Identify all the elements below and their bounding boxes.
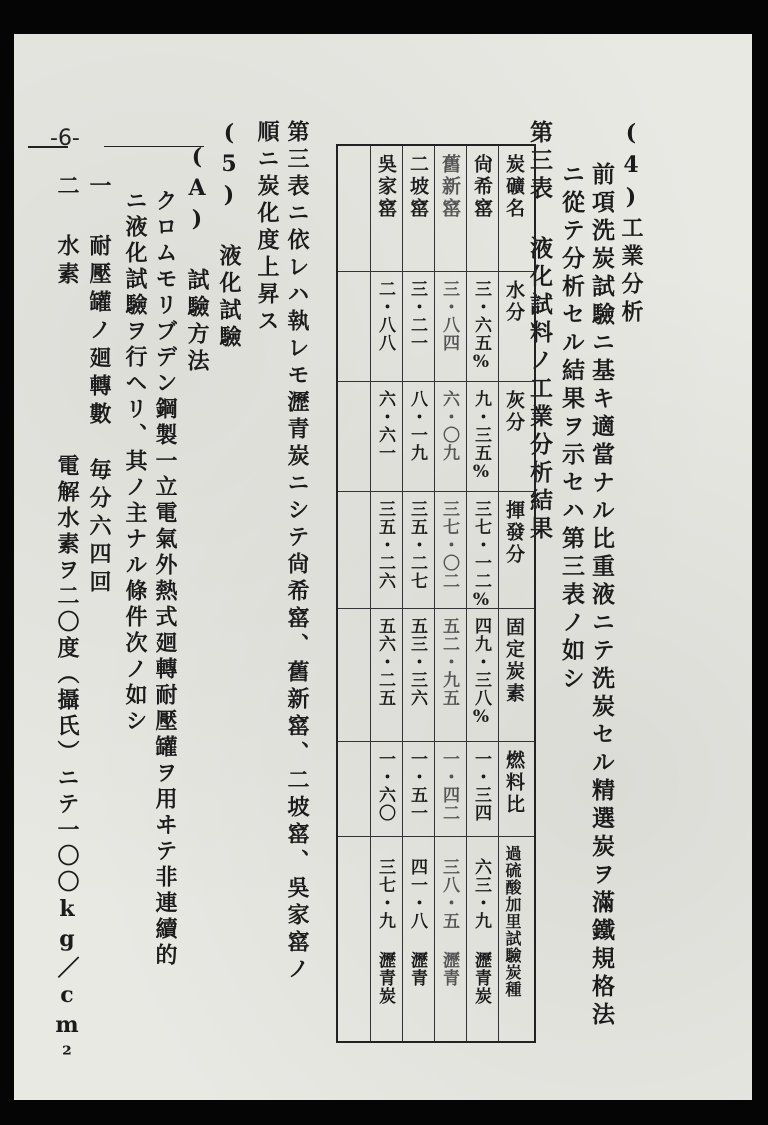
section-5-heading: (5) 液化試驗 — [216, 120, 242, 352]
table-cell: 九・三五% — [471, 390, 491, 483]
table-cell: 五三・三六 — [407, 617, 427, 707]
table-cell: 六・〇九 — [439, 390, 459, 462]
header-fixed-carbon: 固定炭素 — [503, 617, 525, 705]
condition-2-value: 電解水素ヲ二〇度（攝氏）ニテ一〇〇kg／cm² — [54, 454, 80, 1072]
document-page — [14, 34, 752, 1100]
table-cell: 六三・九 瀝青炭 — [471, 858, 491, 1005]
table-cell: 三七・九 瀝青炭 — [375, 858, 395, 1005]
table-cell: 三・二一 — [407, 280, 427, 352]
table-cell: 三五・二七 — [407, 500, 427, 590]
section-4-line-2: ニ從テ分析セル結果ヲ示セハ第三表ノ如シ — [558, 162, 585, 694]
table-cell: 一・六〇 — [375, 750, 395, 822]
table-cell: 四一・八 瀝青 — [407, 858, 427, 987]
table-cell: 四九・三八% — [471, 617, 491, 728]
table-cell: 三・六五% — [471, 280, 491, 373]
header-coal-name: 炭礦名 — [503, 154, 525, 220]
condition-1: 一 耐壓罐ノ廻轉數 毎分六四回 — [86, 174, 112, 598]
table-cell: 八・一九 — [407, 390, 427, 462]
table-cell: 吳家窰 — [375, 154, 397, 220]
sub-a-line-1: クロムモリブデン鋼製一立電氣外熱式廻轉耐壓罐ヲ用ヰテ非連續的 — [152, 189, 178, 969]
table-cell: 三七・〇二 — [439, 500, 459, 590]
table-cell: 一・五一 — [407, 750, 427, 822]
table-cell: 一・四二 — [439, 750, 459, 822]
header-fuel-ratio: 燃料比 — [503, 750, 525, 816]
table-cell: 五六・二五 — [375, 617, 395, 707]
table-title: 第三表 液化試料ノ工業分析結果 — [526, 120, 553, 544]
header-volatile: 揮發分 — [503, 500, 525, 566]
section-5-line-2: 順ニ炭化度上昇ス — [254, 120, 280, 336]
section-4-heading: (4)工業分析 — [618, 120, 644, 328]
header-coal-type: 過硫酸加里試驗炭種 — [503, 845, 522, 998]
table-cell: 尙希窰 — [471, 154, 493, 220]
table-cell: 三・八四 — [439, 280, 459, 352]
section-5-line-1: 第三表ニ依レハ執レモ瀝青炭ニシテ尙希窰、舊新窰、二坡窰、吳家窰ノ — [284, 120, 310, 984]
pen-stroke — [28, 146, 68, 148]
table-cell: 三七・一二% — [471, 500, 491, 611]
condition-2-label: 二 水素 — [54, 174, 80, 290]
section-4-line-1: 前項洗炭試驗ニ基キ適當ナル比重液ニテ洗炭セル精選炭ヲ滿鐵規格法 — [588, 162, 615, 1030]
page-number-mark: -6- — [50, 126, 80, 151]
table-cell: 三八・五 瀝青 — [439, 858, 459, 987]
table-cell: 五二・九五 — [439, 617, 459, 707]
header-ash: 灰分 — [503, 390, 525, 434]
table-cell: 一・三四 — [471, 750, 491, 822]
table-cell: 六・六一 — [375, 390, 395, 462]
table-cell: 三五・二六 — [375, 500, 395, 590]
sub-a-line-2: ニ液化試驗ヲ行ヘリ、其ノ主ナル條件次ノ如シ — [122, 189, 148, 735]
table-cell: 二坡窰 — [407, 154, 429, 220]
header-moisture: 水分 — [503, 280, 525, 324]
sub-a-heading: (A) 試驗方法 — [184, 144, 210, 376]
table-cell: 二・八八 — [375, 280, 395, 352]
analysis-table — [336, 144, 536, 1043]
table-cell: 舊新窰 — [439, 154, 461, 220]
